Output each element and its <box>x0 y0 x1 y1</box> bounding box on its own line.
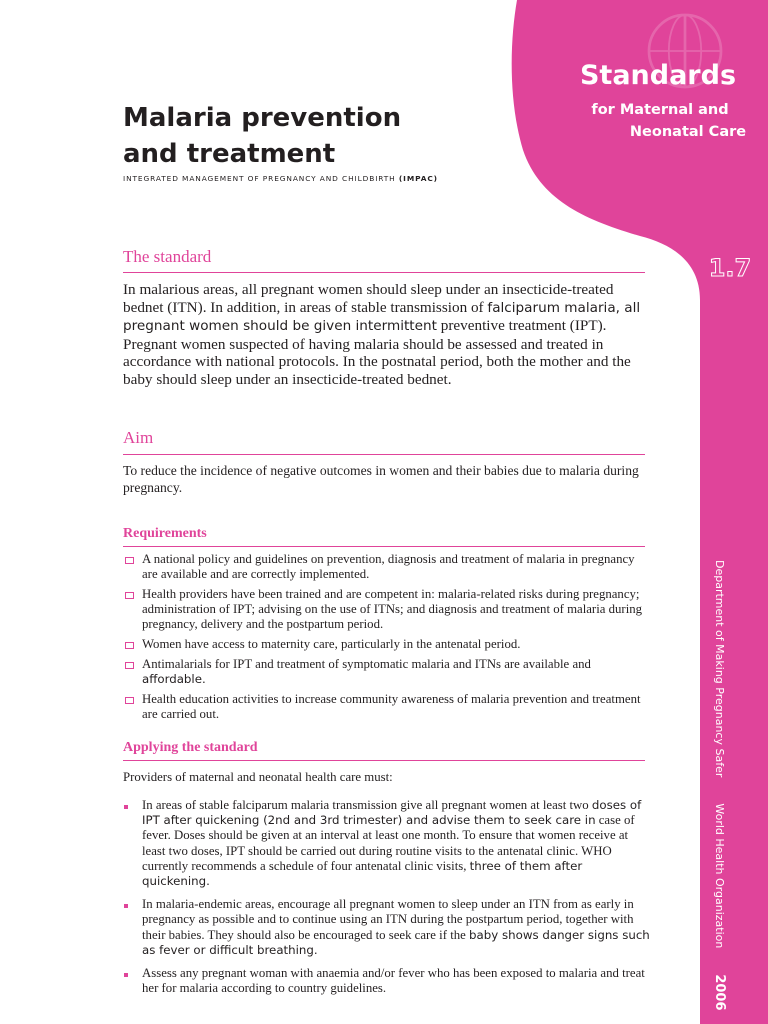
standard-text-part3: preventive treatment (IPT). Pregnant women suspected of having malaria should be assessed and treated in accordance with national protocols. In the postnatal period, both the mother and the baby should sleep under an insecticide-treated bednet. <box>123 317 631 388</box>
checkbox-icon <box>125 642 134 649</box>
subtitle-abbr: (IMPAC) <box>398 174 438 183</box>
list-item <box>123 637 653 652</box>
list-item <box>123 692 653 722</box>
section-number: 1.7 <box>708 254 752 282</box>
subtitle-text: INTEGRATED MANAGEMENT OF PREGNANCY AND CHILDBIRTH <box>123 174 396 183</box>
brand-title: Standards <box>579 60 737 91</box>
checkbox-icon <box>125 662 134 669</box>
bullet-icon <box>124 904 128 908</box>
page-title <box>123 100 523 172</box>
brand-subtitle-line1: for Maternal and <box>591 102 729 118</box>
standard-heading: The standard <box>123 247 212 266</box>
page-subtitle <box>123 174 543 183</box>
requirement-text: A national policy and guidelines on prevention, diagnosis and treatment of malaria in pregnancy are available and are correctly implemented. <box>142 552 635 581</box>
applying-text-sans: doses of IPT after quickening (2nd and 3rd trimester) and advise them to seek care in <box>142 798 642 828</box>
applying-heading: Applying the standard <box>123 740 258 755</box>
requirement-text: Health education activities to increase community awareness of malaria prevention and treatment are carried out. <box>142 692 641 721</box>
sidebar-department: Department of Making Pregnancy Safer <box>713 560 726 778</box>
aim-text: To reduce the incidence of negative outcomes in women and their babies due to malaria during pregnancy. <box>123 463 639 495</box>
list-item <box>123 552 653 582</box>
page-title-line2: and treatment <box>123 139 336 169</box>
applying-text: In areas of stable falciparum malaria transmission give all pregnant women at least two <box>142 798 592 812</box>
applying-text: case of fever. Doses should be given at an interval at least one month. To ensure that women receive at least two doses, IPT should be carried out during routine visits to the antenatal clinic. WHO currently recommends a schedule of four antenatal clinic visits, <box>142 813 635 873</box>
brand-subtitle-line2: Neonatal Care <box>629 124 747 140</box>
sidebar <box>698 560 727 1011</box>
requirement-text-sans: affordable. <box>142 672 206 686</box>
standard-text <box>123 281 653 389</box>
applying-text-sans: baby shows danger signs such as fever or difficult breathing. <box>142 927 650 957</box>
sidebar-text <box>712 560 726 1011</box>
checkbox-icon <box>125 592 134 599</box>
applying-list <box>123 798 653 1004</box>
list-item <box>123 587 653 632</box>
aim-divider <box>123 454 645 455</box>
requirement-text: Women have access to maternity care, particularly in the antenatal period. <box>142 637 521 651</box>
requirement-text: Health providers have been trained and are competent in: malaria-related risks during pregnancy; administration of IPT; advising on the use of ITNs; and diagnosis and treatment of malaria during pregnancy, delivery and the postpartum period. <box>142 587 643 631</box>
standard-text-part2: falciparum malaria, all pregnant women should be given intermittent <box>123 299 641 335</box>
sidebar-year: 2006 <box>712 974 727 1011</box>
list-item <box>123 657 653 687</box>
requirement-text: Antimalarials for IPT and treatment of symptomatic malaria and ITNs are available and <box>142 657 591 671</box>
bullet-icon <box>124 973 128 977</box>
list-item <box>123 966 653 996</box>
applying-text: Assess any pregnant woman with anaemia and/or fever who has been exposed to malaria and treat her for malaria according to country guidelines. <box>142 966 645 996</box>
standard-divider <box>123 272 645 273</box>
list-item <box>123 897 653 958</box>
standard-text-part1: In malarious areas, all pregnant women should sleep under an insecticide-treated bednet (ITN). In addition, in areas of stable transmission of <box>123 281 614 316</box>
requirements-list <box>123 552 653 727</box>
bullet-icon <box>124 805 128 809</box>
applying-text: In malaria-endemic areas, encourage all pregnant women to sleep under an ITN from as early in pregnancy as possible and to continue using an ITN during the postpartum period, together with their babies. They should also be encouraged to seek care if the <box>142 897 634 942</box>
checkbox-icon <box>125 697 134 704</box>
requirements-divider <box>123 546 645 547</box>
aim-heading: Aim <box>123 428 154 447</box>
sidebar-organization: World Health Organization <box>713 803 726 949</box>
brand-subtitle <box>560 99 760 143</box>
applying-intro: Providers of maternal and neonatal health care must: <box>123 770 393 784</box>
checkbox-icon <box>125 557 134 564</box>
requirements-heading: Requirements <box>123 526 207 541</box>
list-item <box>123 798 653 889</box>
applying-divider <box>123 760 645 761</box>
page-title-line1: Malaria prevention <box>123 103 402 133</box>
applying-text-sans: three of them after quickening. <box>142 858 583 889</box>
